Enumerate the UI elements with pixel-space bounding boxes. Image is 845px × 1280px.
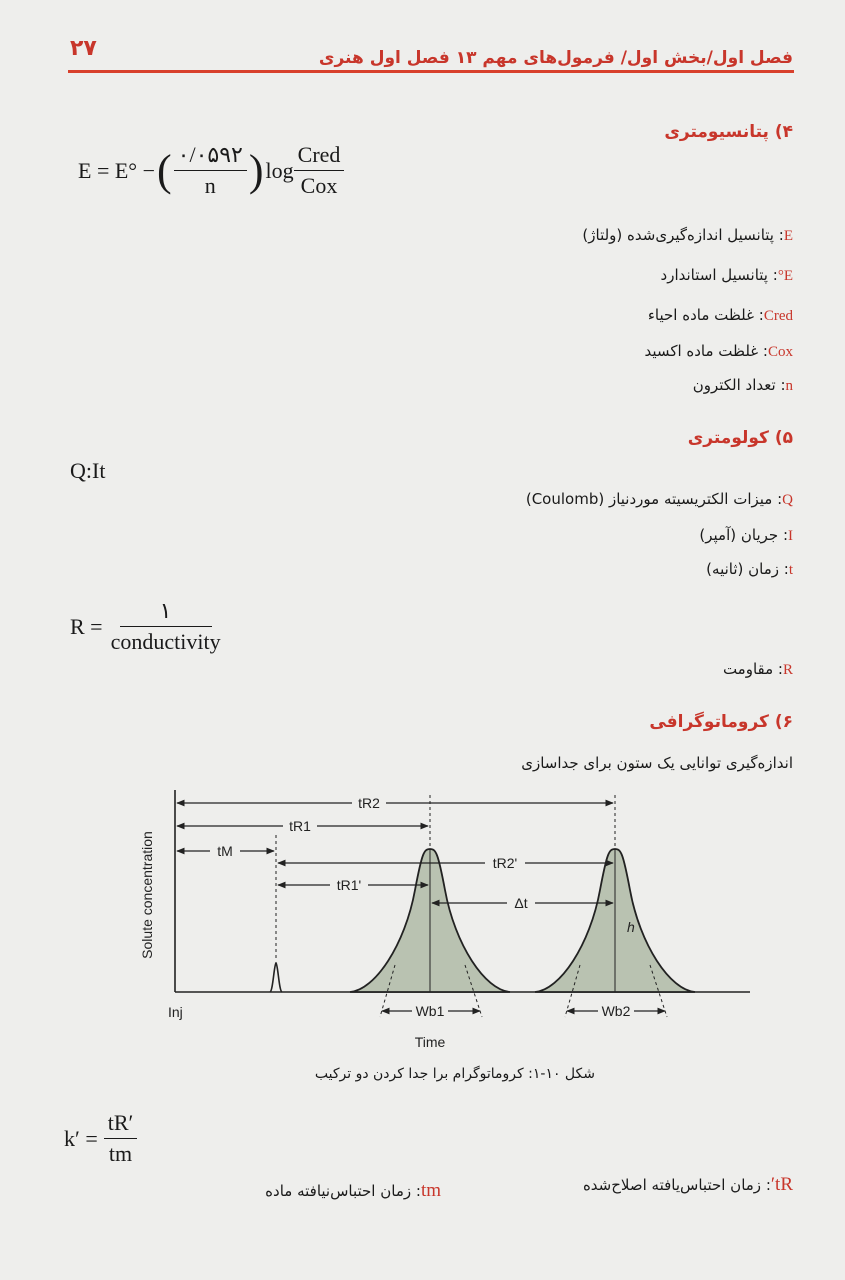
- definition-item: [582, 226, 793, 245]
- definition-separator: :: [411, 1182, 421, 1200]
- nernst-lhs: E = E° −: [78, 157, 155, 183]
- definition-item: [723, 660, 793, 679]
- coefficient-numerator: ۰/۰۵۹۲: [174, 142, 247, 171]
- ratio-numerator: Cred: [294, 142, 345, 171]
- wb1-label: Wb1: [415, 1003, 445, 1019]
- figure-caption: شکل ۱۰-۱: کروماتوگرام برا جدا کردن دو ترکیب: [314, 1066, 595, 1082]
- k-denominator: tm: [108, 1141, 133, 1166]
- definition-symbol: Q: [782, 492, 793, 508]
- definition-separator: :: [774, 226, 784, 244]
- header-divider: [68, 70, 794, 73]
- definition-separator: :: [779, 560, 789, 578]
- definition-item: [583, 1174, 793, 1196]
- nernst-equation: [78, 142, 344, 199]
- definition-symbol: Cred: [763, 308, 793, 324]
- k-fraction: [104, 1110, 138, 1167]
- definition-symbol: tm: [420, 1180, 441, 1201]
- page-number: ۲۷: [70, 36, 97, 61]
- chromatography-intro: اندازه‌گیری توانایی یک ستون برای جداسازی: [521, 754, 793, 772]
- nernst-coefficient: [174, 142, 247, 199]
- solvent-peak: [270, 963, 282, 992]
- open-paren: (: [157, 146, 172, 195]
- close-paren: ): [248, 146, 264, 195]
- definition-item: [693, 376, 793, 395]
- definition-text: پتانسیل اندازه‌گیری‌شده (ولتاژ): [582, 226, 774, 244]
- definition-symbol: E°: [777, 268, 793, 284]
- definition-text: غلظت ماده اکسید: [644, 342, 759, 360]
- definition-text: تعداد الکترون: [692, 376, 776, 394]
- definition-separator: :: [768, 266, 778, 284]
- definition-text: زمان احتباس‌یافته اصلاح‌شده: [582, 1176, 762, 1194]
- definition-separator: :: [773, 660, 783, 678]
- resistance-denominator: conductivity: [110, 629, 221, 654]
- definition-separator: :: [754, 306, 764, 324]
- tr2-prime-label: tR2': [492, 855, 518, 871]
- definition-text: زمان احتباس‌نیافته ماده: [265, 1182, 412, 1200]
- chromatogram-figure: [130, 785, 760, 1055]
- tr1-prime-label: tR1': [336, 877, 362, 893]
- wb2-label: Wb2: [601, 1003, 631, 1019]
- tr1-label: tR1: [289, 818, 311, 834]
- delta-t-label: Δt: [514, 895, 528, 911]
- k-numerator: tR′: [104, 1110, 138, 1139]
- section-heading-coulometry: ۵) کولومتری: [687, 428, 793, 448]
- definition-symbol: R: [782, 662, 793, 678]
- definition-separator: :: [761, 1176, 771, 1194]
- definition-text: زمان (ثانیه): [706, 560, 779, 578]
- injection-label: Inj: [168, 1004, 183, 1020]
- definition-text: میزات الکتریسیته موردنیاز (Coulomb): [525, 490, 773, 508]
- definition-item: [648, 306, 793, 325]
- definition-separator: :: [775, 376, 786, 394]
- capacity-factor-equation: [64, 1110, 137, 1167]
- definition-separator: :: [772, 490, 783, 508]
- tm-label: tM: [217, 843, 233, 859]
- ratio-denominator: Cox: [300, 173, 338, 198]
- definition-symbol: t: [788, 562, 793, 578]
- y-axis-label: Solute concentration: [139, 831, 155, 959]
- definition-item: [645, 342, 793, 361]
- section-heading-potentiometry: ۴) پتانسیومتری: [664, 122, 793, 142]
- tr2-label: tR2: [358, 795, 380, 811]
- resistance-equation: [70, 598, 225, 655]
- definition-symbol: Cox: [767, 344, 793, 360]
- definition-text: مقاومت: [722, 660, 774, 678]
- definition-item: [526, 490, 793, 509]
- resistance-lhs: R =: [70, 613, 103, 639]
- definition-item: [265, 1180, 441, 1202]
- height-label: h: [627, 919, 635, 935]
- chapter-title: فصل اول/بخش اول/ فرمول‌های مهم ۱۳ فصل اول هنری: [318, 48, 793, 68]
- definition-text: پتانسیل استاندارد: [660, 266, 768, 284]
- resistance-fraction: [107, 598, 225, 655]
- section-heading-chromatography: ۶) کروماتوگرافی: [649, 712, 793, 732]
- definition-separator: :: [778, 526, 788, 544]
- definition-symbol: I: [788, 528, 793, 544]
- definition-item: [699, 526, 793, 545]
- definition-symbol: tR′: [770, 1174, 793, 1195]
- coefficient-denominator: n: [204, 173, 216, 198]
- k-lhs: k′ =: [64, 1125, 98, 1151]
- definition-separator: :: [758, 342, 768, 360]
- definition-text: جریان (آمپر): [699, 526, 779, 544]
- definition-symbol: n: [785, 378, 793, 394]
- definition-item: [706, 560, 793, 579]
- definition-text: غلظت ماده احیاء: [647, 306, 754, 324]
- coulomb-equation: Q:It: [70, 458, 106, 483]
- resistance-numerator: ۱: [120, 598, 212, 627]
- x-axis-label: Time: [414, 1034, 446, 1050]
- concentration-ratio: [294, 142, 345, 199]
- definition-symbol: E: [783, 228, 793, 244]
- log-operator: log: [265, 157, 294, 183]
- definition-item: [661, 266, 793, 285]
